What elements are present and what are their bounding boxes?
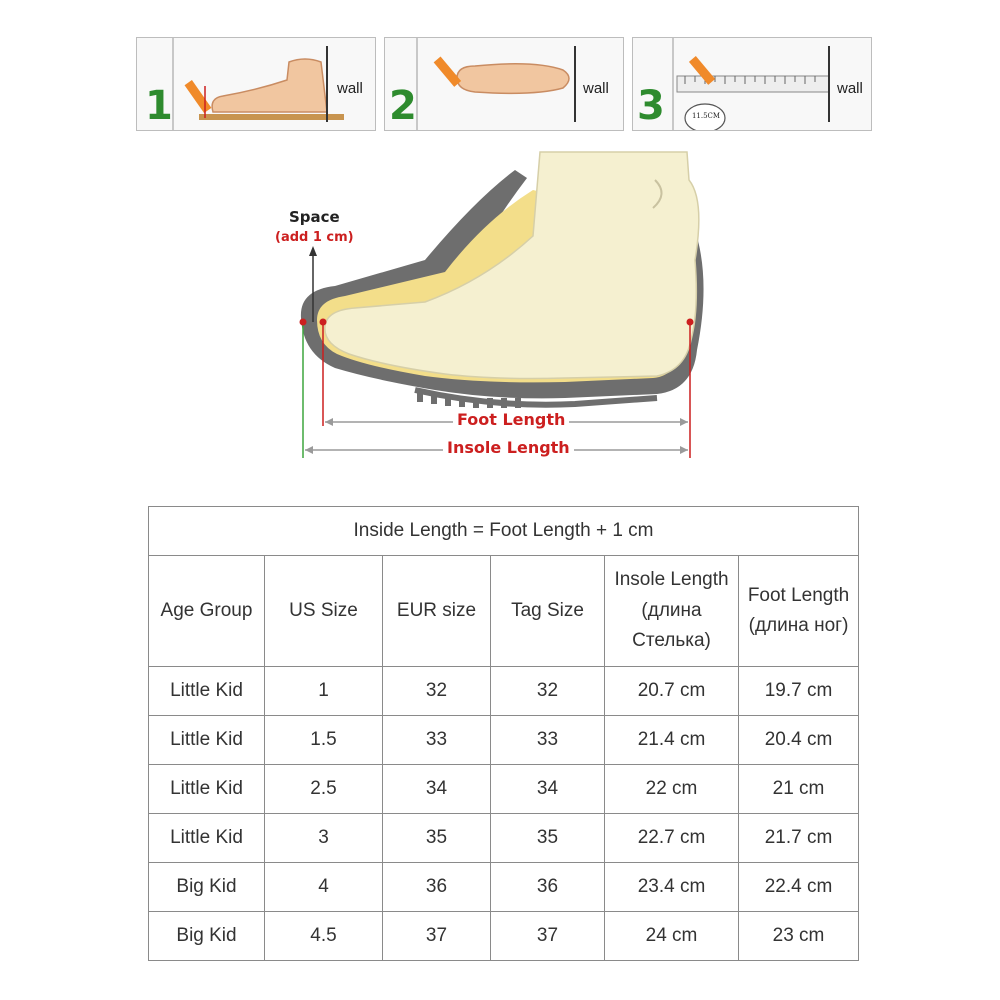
wall-label: wall xyxy=(583,80,609,97)
header-eur-size: EUR size xyxy=(383,556,491,667)
cell-us-size: 3 xyxy=(265,814,383,863)
cell-insole-length: 22.7 cm xyxy=(605,814,739,863)
header-insole-length-ru-2: Стелька) xyxy=(632,630,711,652)
table-title: Inside Length = Foot Length + 1 cm xyxy=(149,507,859,556)
cell-age-group: Big Kid xyxy=(149,912,265,961)
cell-tag-size: 37 xyxy=(491,912,605,961)
shoe-measurement-diagram xyxy=(265,140,735,470)
cell-tag-size: 36 xyxy=(491,863,605,912)
header-insole-length xyxy=(605,556,739,667)
cell-eur-size: 33 xyxy=(383,716,491,765)
step-1-panel xyxy=(136,37,376,131)
space-note: (add 1 cm) xyxy=(275,230,354,245)
cell-us-size: 1.5 xyxy=(265,716,383,765)
cell-age-group: Little Kid xyxy=(149,765,265,814)
table-row xyxy=(149,814,859,863)
header-insole-length-en: Insole Length xyxy=(614,569,729,591)
size-chart-table xyxy=(148,506,859,961)
step-2-panel xyxy=(384,37,624,131)
cell-insole-length: 21.4 cm xyxy=(605,716,739,765)
space-label: Space xyxy=(289,208,340,226)
step-3-panel xyxy=(632,37,872,131)
cell-us-size: 2.5 xyxy=(265,765,383,814)
header-foot-length-en: Foot Length xyxy=(747,584,850,606)
cell-eur-size: 35 xyxy=(383,814,491,863)
cell-us-size: 1 xyxy=(265,667,383,716)
step-number-2: 2 xyxy=(389,83,417,129)
cell-eur-size: 34 xyxy=(383,765,491,814)
table-row xyxy=(149,912,859,961)
table-row xyxy=(149,667,859,716)
cell-tag-size: 35 xyxy=(491,814,605,863)
cell-eur-size: 36 xyxy=(383,863,491,912)
foot-length-label: Foot Length xyxy=(453,410,569,429)
header-tag-size: Tag Size xyxy=(491,556,605,667)
step-number-1: 1 xyxy=(145,83,173,129)
cell-foot-length: 21.7 cm xyxy=(739,814,859,863)
wall-label: wall xyxy=(837,80,863,97)
cell-age-group: Little Kid xyxy=(149,667,265,716)
cell-insole-length: 20.7 cm xyxy=(605,667,739,716)
cell-eur-size: 37 xyxy=(383,912,491,961)
header-age-group: Age Group xyxy=(149,556,265,667)
header-foot-length-ru: (длина ног) xyxy=(748,615,849,636)
header-foot-length xyxy=(739,556,859,667)
header-us-size: US Size xyxy=(265,556,383,667)
ruler-badge: 11.5CM xyxy=(691,112,721,120)
cell-tag-size: 33 xyxy=(491,716,605,765)
cell-age-group: Little Kid xyxy=(149,716,265,765)
wall-label: wall xyxy=(337,80,363,97)
cell-foot-length: 23 cm xyxy=(739,912,859,961)
cell-foot-length: 20.4 cm xyxy=(739,716,859,765)
cell-foot-length: 21 cm xyxy=(739,765,859,814)
cell-insole-length: 23.4 cm xyxy=(605,863,739,912)
cell-tag-size: 32 xyxy=(491,667,605,716)
table-row xyxy=(149,863,859,912)
cell-us-size: 4.5 xyxy=(265,912,383,961)
table-title-row xyxy=(149,507,859,556)
table-header-row xyxy=(149,556,859,667)
insole-length-label: Insole Length xyxy=(443,438,574,457)
cell-foot-length: 19.7 cm xyxy=(739,667,859,716)
cell-insole-length: 24 cm xyxy=(605,912,739,961)
step-number-3: 3 xyxy=(637,83,665,129)
cell-eur-size: 32 xyxy=(383,667,491,716)
header-insole-length-ru-1: (длина xyxy=(641,599,702,621)
cell-age-group: Big Kid xyxy=(149,863,265,912)
cell-tag-size: 34 xyxy=(491,765,605,814)
cell-foot-length: 22.4 cm xyxy=(739,863,859,912)
cell-insole-length: 22 cm xyxy=(605,765,739,814)
cell-age-group: Little Kid xyxy=(149,814,265,863)
cell-us-size: 4 xyxy=(265,863,383,912)
table-row xyxy=(149,765,859,814)
table-row xyxy=(149,716,859,765)
